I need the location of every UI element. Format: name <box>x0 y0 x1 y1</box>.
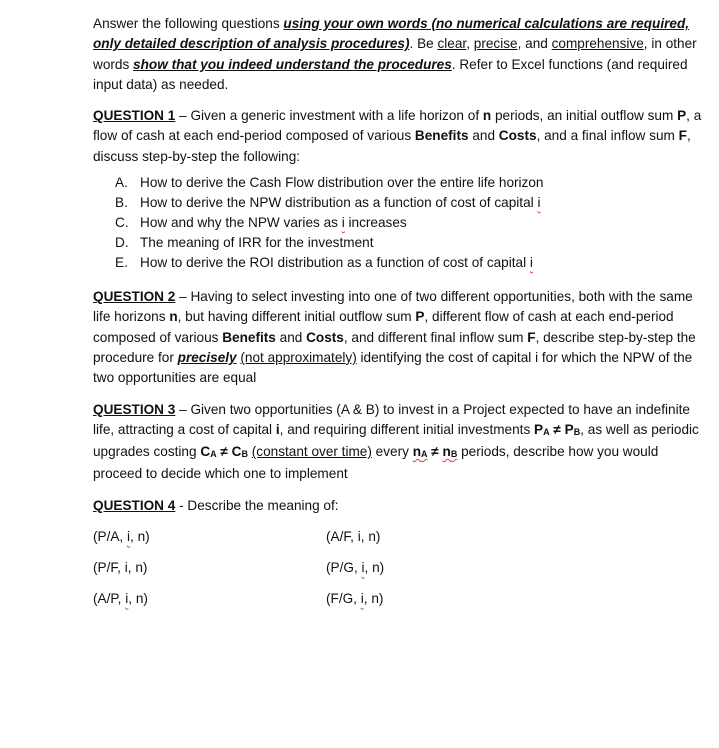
spellcheck-i: i <box>127 529 131 545</box>
bold-costs: Costs <box>498 128 537 144</box>
spellcheck-i: i <box>537 195 541 211</box>
text-run: , n) <box>130 529 150 545</box>
factor-row <box>93 553 703 584</box>
word-precise: precise <box>473 36 518 52</box>
list-text: How and why the NPW varies as <box>140 215 342 231</box>
text-run: – Given a generic investment with a life horizon of <box>175 108 483 124</box>
bold-i: i <box>275 421 280 437</box>
text-run: - Describe the meaning of: <box>175 497 339 513</box>
list-text: How to derive the ROI distribution as a function of cost of capital <box>140 255 530 271</box>
question-2-paragraph <box>93 287 703 388</box>
factor-table <box>93 522 703 615</box>
list-item <box>115 173 703 193</box>
instructions-paragraph <box>93 14 703 95</box>
text-run: , discuss step-by-step the following: <box>93 128 691 164</box>
text-run: , and <box>517 36 552 52</box>
list-item <box>115 253 703 273</box>
spellcheck-i: i <box>125 591 129 607</box>
factor-cell <box>93 589 326 609</box>
text-run: and <box>275 329 307 345</box>
word-comprehensive: comprehensive <box>551 36 644 52</box>
symbol: n <box>412 444 421 460</box>
not-equal: ≠ <box>549 421 565 437</box>
text-run: , and different final inflow sum <box>343 329 528 345</box>
pb-symbol <box>565 422 581 437</box>
list-text: How to derive the Cash Flow distribution over the entire life horizon <box>140 175 544 191</box>
text-run: , n) <box>360 529 381 545</box>
list-letter: D. <box>115 235 129 251</box>
text-run: i <box>124 560 128 576</box>
phrase-not-approximately: (not approximately) <box>240 349 357 365</box>
list-letter: C. <box>115 215 129 231</box>
question-1-heading: QUESTION 1 <box>93 108 176 124</box>
text-run: i <box>535 349 539 365</box>
text-run: . Refer to Excel functions (and required input data) as needed. <box>93 56 688 92</box>
symbol: P <box>564 421 574 437</box>
symbol: C <box>231 444 242 460</box>
nb-symbol <box>443 444 458 459</box>
factor-cell <box>93 527 326 547</box>
text-run: (P/F, <box>93 560 125 576</box>
subscript: A <box>210 449 217 460</box>
bold-f: F <box>678 128 687 144</box>
text-run: . Be <box>409 36 438 52</box>
not-equal: ≠ <box>216 444 232 460</box>
question-1-paragraph <box>93 106 703 167</box>
factor-row <box>93 522 703 553</box>
bold-n: n <box>169 309 178 325</box>
text-run: – Given two opportunities (A & B) to invest in a Project expected to have an indefinite life, attracting a cost of capital <box>93 401 690 437</box>
bold-p: P <box>415 309 425 325</box>
text-run: periods, describe how you would proceed to decide which one to implement <box>93 444 659 482</box>
list-text: How to derive the NPW distribution as a function of cost of capital <box>140 195 538 211</box>
word-precisely: precisely <box>177 349 237 365</box>
list-item <box>115 193 703 213</box>
instructions-show-emphasis: show that you indeed understand the procedures <box>133 56 452 72</box>
text-run: and <box>468 128 499 144</box>
text-run: , but having different initial outflow sum <box>177 309 416 325</box>
list-item <box>115 213 703 233</box>
text-run: , <box>466 36 474 52</box>
bold-n: n <box>482 108 492 124</box>
question-2-heading: QUESTION 2 <box>93 289 176 305</box>
factor-cell <box>326 527 380 547</box>
list-letter: A. <box>115 175 128 191</box>
factor-cell <box>326 589 383 609</box>
spellcheck-i: i <box>361 560 365 576</box>
text-run: , and a final inflow sum <box>536 128 679 144</box>
symbol: n <box>442 444 451 460</box>
subscript: B <box>450 449 458 460</box>
phrase-constant-over-time: (constant over time) <box>251 444 372 460</box>
bold-costs: Costs <box>306 329 344 345</box>
text-run: , and requiring different initial investments <box>279 421 535 437</box>
question-1-list <box>115 173 703 273</box>
bold-p: P <box>677 108 687 124</box>
factor-cell <box>326 558 384 578</box>
text-run: (F/G, <box>326 591 361 607</box>
text-run: for which the NPW of the two opportunities are equal <box>93 349 693 386</box>
text-run: (P/A, <box>93 529 127 545</box>
list-text: The meaning of IRR for the investment <box>140 235 374 251</box>
question-4-paragraph <box>93 496 703 516</box>
bold-benefits: Benefits <box>414 128 469 144</box>
list-letter: B. <box>115 195 128 211</box>
word-clear: clear <box>437 36 467 52</box>
cb-symbol <box>232 444 248 459</box>
text-run: every <box>371 444 413 460</box>
spellcheck-i: i <box>341 215 345 231</box>
na-symbol <box>413 444 428 459</box>
pa-symbol <box>534 422 550 437</box>
subscript: B <box>573 426 581 437</box>
subscript: A <box>543 426 550 437</box>
text-run: , describe step-by-step the procedure for <box>93 329 696 365</box>
instructions-lead: Answer the following questions <box>93 16 284 31</box>
spellcheck-i: i <box>360 591 364 607</box>
question-4-heading: QUESTION 4 <box>93 497 176 513</box>
subscript: A <box>421 449 428 460</box>
text-run: , as well as periodic upgrades costing <box>93 421 699 460</box>
document-page <box>93 14 703 615</box>
text-run: , in other words <box>93 36 697 72</box>
question-3-paragraph <box>93 400 703 485</box>
subscript: B <box>241 449 248 460</box>
spellcheck-i: i <box>529 255 533 271</box>
ca-symbol <box>200 444 216 459</box>
text-run: i <box>357 529 361 545</box>
text-run: – Having to select investing into one of two different opportunities, both with the same life horizons <box>93 289 693 325</box>
bold-benefits: Benefits <box>222 329 276 345</box>
text-run: (P/G, <box>326 560 362 576</box>
instructions-emphasis: using your own words (no numerical calculations are required, only detailed description of analysis procedures) <box>93 16 690 52</box>
symbol: P <box>534 421 544 437</box>
text-run: , a flow of cash at each end-period composed of various <box>93 108 702 144</box>
list-text-after: increases <box>344 215 407 231</box>
factor-cell <box>93 558 326 578</box>
text-run: , n) <box>364 560 385 576</box>
text-run: , n) <box>127 560 148 576</box>
text-run: identifying the cost of capital <box>356 349 536 365</box>
text-run: , different flow of cash at each end-period composed of various <box>93 309 674 345</box>
factor-row <box>93 584 703 615</box>
text-run: , n) <box>363 591 384 607</box>
bold-f: F <box>527 329 536 345</box>
text-run: (A/F, <box>326 529 358 545</box>
text-run: periods, an initial outflow sum <box>491 108 678 124</box>
list-item <box>115 233 703 253</box>
symbol: C <box>200 444 211 460</box>
not-equal: ≠ <box>427 444 443 460</box>
text-run: (A/P, <box>93 591 126 607</box>
text-run: , n) <box>128 591 148 607</box>
list-letter: E. <box>115 255 128 271</box>
question-3-heading: QUESTION 3 <box>93 401 176 417</box>
